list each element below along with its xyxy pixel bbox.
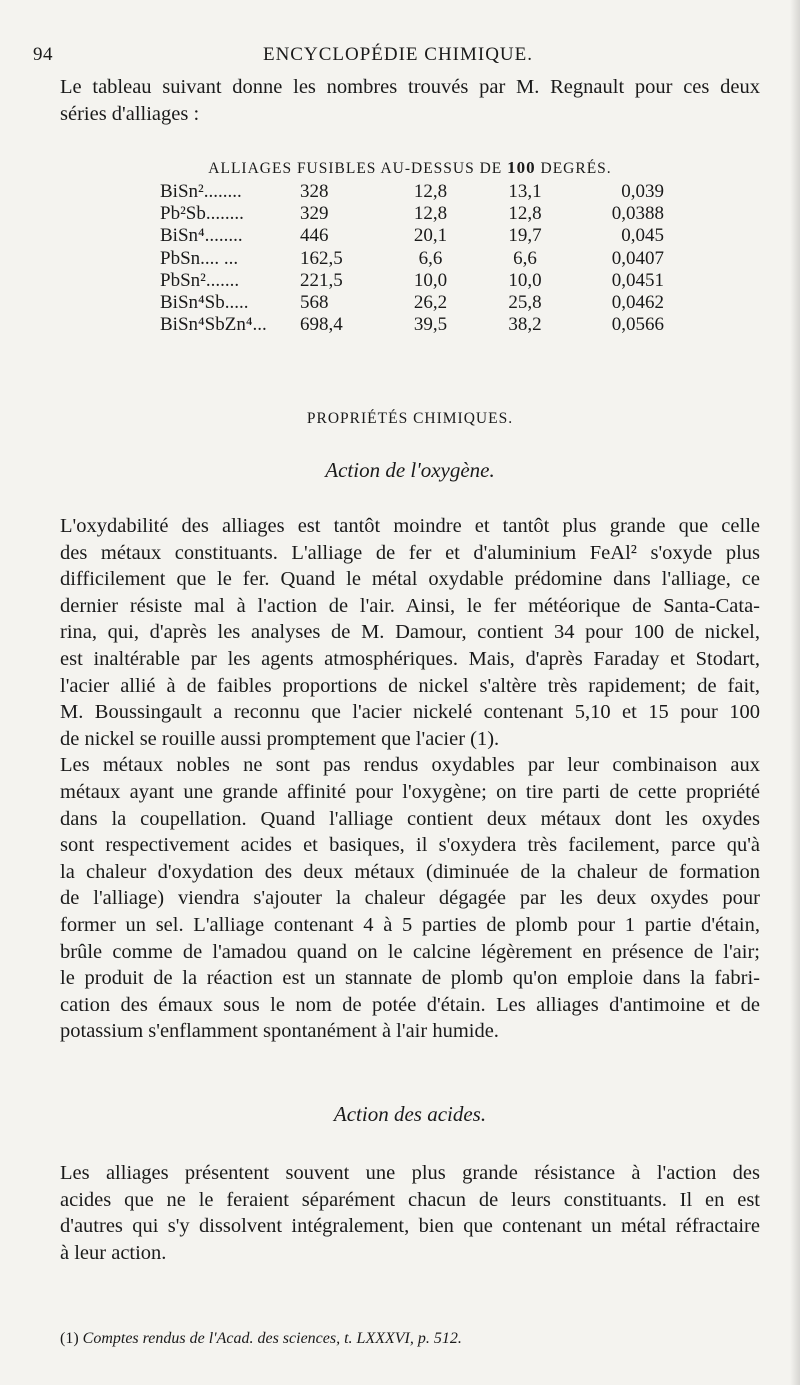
text-line: à leur action.	[60, 1241, 167, 1264]
table-cell-name: PbSn².......	[160, 269, 240, 291]
text-line: difficilement que le fer. Quand le métal oxydable prédomine dans l'alliage, ce	[60, 568, 760, 591]
table-cell-name: BiSn⁴........	[160, 225, 243, 247]
table-cell-v2: 6,6	[418, 247, 443, 269]
footnote-marker: (1)	[60, 1330, 79, 1347]
table-cell-v2: 10,0	[413, 269, 448, 291]
text-line: M. Boussingault a reconnu que l'acier nickelé contenant 5,10 et 15 pour 100	[60, 701, 760, 724]
table-row	[160, 292, 664, 314]
table-cell-v2: 39,5	[413, 314, 448, 336]
page-edge-shadow	[790, 0, 800, 1385]
text-line: l'acier allié à de faibles proportions de nickel s'altère très rapidement; de fait,	[60, 674, 760, 697]
alloy-table	[160, 181, 664, 336]
table-cell-name: BiSn²........	[160, 181, 242, 202]
table-caption-prefix: ALLIAGES FUSIBLES AU-DESSUS DE	[208, 160, 503, 177]
table-caption-number: 100	[507, 158, 536, 177]
table-cell-v3: 12,8	[508, 203, 542, 225]
table-cell-v2: 20,1	[413, 225, 448, 247]
table-cell-v1: 698,4	[300, 314, 343, 336]
text-line: former un sel. L'alliage contenant 4 à 5 parties de plomb pour 1 partie d'étain,	[60, 913, 760, 936]
table-row	[160, 181, 664, 203]
text-line: des métaux constituants. L'alliage de fer et d'aluminium FeAl² s'oxyde plus	[60, 541, 760, 564]
table-cell-v3: 13,1	[508, 181, 542, 202]
table-cell-v1: 446	[300, 225, 329, 247]
acids-heading: Action des acides.	[333, 1102, 487, 1126]
text-line: séries d'alliages :	[60, 102, 200, 125]
table-cell-v3: 10,0	[508, 269, 542, 291]
table-row	[160, 314, 664, 336]
table-row	[160, 203, 664, 225]
table-cell-v3: 19,7	[508, 225, 542, 247]
text-line: cation des émaux sous le nom de potée d'étain. Les alliages d'antimoine et de	[60, 993, 760, 1016]
text-line: est inaltérable par les agents atmosphériques. Mais, d'après Faraday et Stodart,	[60, 647, 760, 670]
table-cell-v4: 0,0388	[611, 203, 664, 225]
intro-paragraph	[60, 74, 760, 127]
page-number: 94	[33, 44, 53, 65]
table-cell-v1: 328	[300, 181, 329, 202]
text-line: potassium s'enflamment spontanément à l'air humide.	[60, 1020, 499, 1043]
text-line: brûle comme de l'amadou quand on le calcine légèrement en présence de l'air;	[60, 940, 760, 963]
table-cell-v3: 6,6	[513, 247, 537, 269]
table-cell-name: Pb²Sb........	[160, 203, 244, 225]
table-cell-v1: 568	[300, 292, 329, 314]
table-cell-v4: 0,0451	[611, 269, 664, 291]
table-row	[160, 270, 664, 292]
text-line: rina, qui, d'après les analyses de M. Damour, contient 34 pour 100 de nickel,	[60, 621, 760, 644]
text-line: la chaleur d'oxydation des deux métaux (diminuée de la chaleur de formation	[60, 860, 760, 883]
table-cell-name: BiSn⁴Sb.....	[160, 292, 249, 314]
oxygen-body	[60, 513, 760, 1045]
text-line: L'oxydabilité des alliages est tantôt moindre et tantôt plus grande que celle	[60, 515, 760, 537]
text-line: dernier résiste mal à l'action de l'air. Ainsi, le fer météorique de Santa-Cata-	[60, 594, 760, 617]
text-line: Les alliages présentent souvent une plus grande résistance à l'action des	[60, 1162, 760, 1184]
table-cell-v2: 12,8	[413, 181, 448, 202]
table-cell-v4: 0,045	[621, 225, 664, 247]
table-cell-v4: 0,0407	[611, 247, 664, 269]
text-line: sont respectivement acides et basiques, il s'oxydera très facilement, parce qu'à	[60, 834, 760, 857]
table-cell-v1: 329	[300, 203, 329, 225]
table-cell-v4: 0,0566	[611, 314, 664, 336]
table-cell-v4: 0,0462	[611, 292, 664, 314]
text-line: acides que ne le feraient séparément chacun de leurs constituants. Il en est	[60, 1188, 760, 1211]
table-cell-v3: 25,8	[508, 292, 542, 314]
text-line: de nickel se rouille aussi promptement que l'acier (1).	[60, 727, 500, 750]
running-title: ENCYCLOPÉDIE CHIMIQUE.	[262, 44, 534, 65]
table-cell-v3: 38,2	[508, 314, 542, 336]
text-line: Les métaux nobles ne sont pas rendus oxydables par leur combinaison aux	[60, 754, 760, 777]
table-cell-v1: 162,5	[300, 247, 343, 269]
footnote-text: Comptes rendus de l'Acad. des sciences, t. LXXXVI, p. 512.	[82, 1330, 462, 1347]
oxygen-heading: Action de l'oxygène.	[325, 458, 495, 482]
text-line: Le tableau suivant donne les nombres trouvés par M. Regnault pour ces deux	[60, 76, 760, 98]
table-cell-v2: 26,2	[413, 292, 448, 314]
table-row	[160, 248, 664, 270]
text-line: le produit de la réaction est un stannate de plomb qu'on emploie dans la fabri-	[60, 967, 760, 990]
text-line: de l'alliage) viendra s'ajouter la chaleur dégagée par les deux oxydes pour	[60, 887, 760, 910]
text-line: d'autres qui s'y dissolvent intégralement, bien que contenant un métal réfractaire	[60, 1215, 760, 1238]
table-cell-v2: 12,8	[413, 203, 448, 225]
page-header	[33, 44, 763, 74]
text-line: dans la coupellation. Quand l'alliage contient deux métaux dont les oxydes	[60, 807, 760, 830]
acids-body	[60, 1160, 760, 1266]
section-title: PROPRIÉTÉS CHIMIQUES.	[306, 410, 514, 427]
table-cell-v4: 0,039	[621, 181, 664, 202]
table-cell-name: PbSn.... ...	[160, 247, 239, 269]
footnote	[60, 1330, 760, 1348]
table-caption	[60, 158, 760, 178]
text-line: métaux ayant une grande affinité pour l'oxygène; on tire parti de cette propriété	[60, 780, 760, 803]
table-cell-v1: 221,5	[300, 269, 343, 291]
table-cell-name: BiSn⁴SbZn⁴...	[160, 314, 267, 336]
table-row	[160, 225, 664, 247]
table-caption-suffix: DEGRÉS.	[540, 160, 612, 177]
